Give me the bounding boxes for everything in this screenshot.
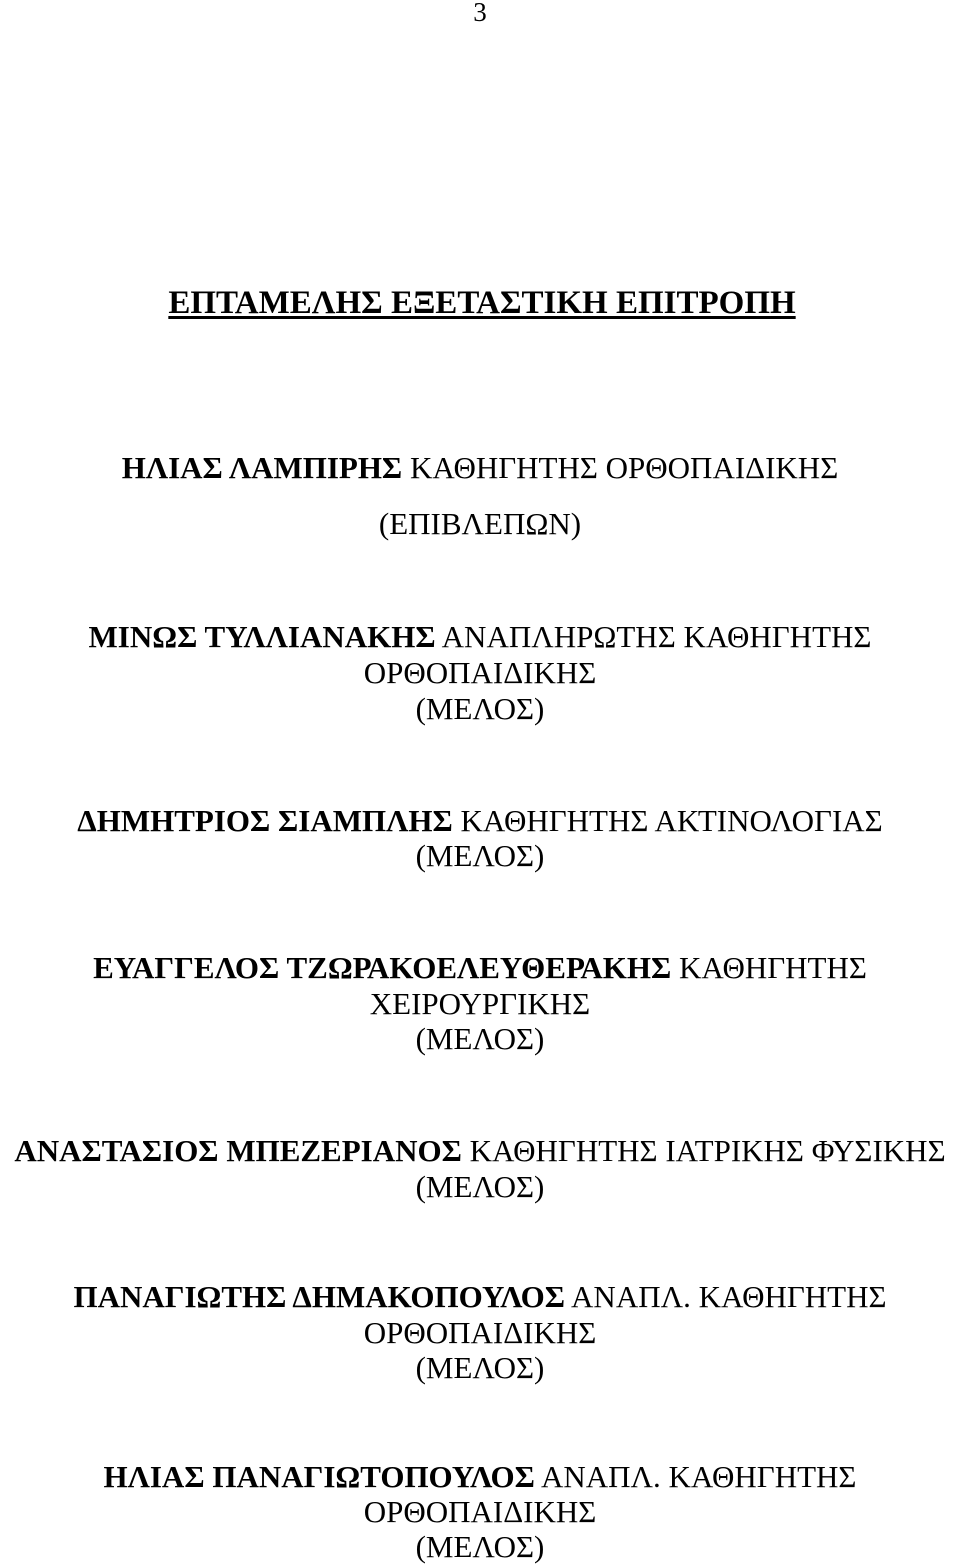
member-2-header bbox=[0, 617, 960, 657]
member-2-title: ΑΝΑΠΛΗΡΩΤΗΣ ΚΑΘΗΓΗΤΗΣ bbox=[441, 619, 872, 654]
member-6-title: ΑΝΑΠΛ. ΚΑΘΗΓΗΤΗΣ bbox=[571, 1279, 887, 1314]
member-2-role: (ΜΕΛΟΣ) bbox=[415, 691, 545, 726]
member-4-role: (ΜΕΛΟΣ) bbox=[415, 1021, 545, 1056]
member-4-title-cont: ΧΕΙΡΟΥΡΓΙΚΗΣ bbox=[369, 986, 591, 1021]
member-5-role: (ΜΕΛΟΣ) bbox=[415, 1169, 545, 1204]
member-6-header bbox=[0, 1277, 960, 1317]
member-6-title-cont: ΟΡΘΟΠΑΙΔΙΚΗΣ bbox=[363, 1315, 597, 1350]
member-7-header bbox=[0, 1457, 960, 1497]
member-7-title-cont: ΟΡΘΟΠΑΙΔΙΚΗΣ bbox=[363, 1494, 597, 1529]
member-3-role: (ΜΕΛΟΣ) bbox=[415, 838, 545, 873]
member-3-title: ΚΑΘΗΓΗΤΗΣ ΑΚΤΙΝΟΛΟΓΙΑΣ bbox=[460, 803, 883, 838]
member-4-name: ΕΥΑΓΓΕΛΟΣ ΤΖΩΡΑΚΟΕΛΕΥΘΕΡΑΚΗΣ bbox=[93, 950, 672, 985]
member-7-name: ΗΛΙΑΣ ΠΑΝΑΓΙΩΤΟΠΟΥΛΟΣ bbox=[103, 1459, 535, 1494]
member-7-title: ΑΝΑΠΛ. ΚΑΘΗΓΗΤΗΣ bbox=[540, 1459, 857, 1494]
member-4-title: ΚΑΘΗΓΗΤΗΣ bbox=[678, 950, 867, 985]
member-1-name: ΗΛΙΑΣ ΛΑΜΠΙΡΗΣ bbox=[121, 450, 403, 485]
member-2-title-cont: ΟΡΘΟΠΑΙΔΙΚΗΣ bbox=[363, 655, 597, 690]
member-3-name: ΔΗΜΗΤΡΙΟΣ ΣΙΑΜΠΛΗΣ bbox=[77, 803, 453, 838]
member-7-role: (ΜΕΛΟΣ) bbox=[415, 1529, 545, 1564]
member-5-title: ΚΑΘΗΓΗΤΗΣ ΙΑΤΡΙΚΗΣ ΦΥΣΙΚΗΣ bbox=[469, 1133, 946, 1168]
member-2-name: ΜΙΝΩΣ ΤΥΛΛΙΑΝΑΚΗΣ bbox=[88, 619, 436, 654]
member-4-header bbox=[0, 948, 960, 988]
member-6-role: (ΜΕΛΟΣ) bbox=[415, 1350, 545, 1385]
member-5-header bbox=[0, 1131, 960, 1171]
committee-title: ΕΠΤΑΜΕΛΗΣ ΕΞΕΤΑΣΤΙΚΗ ΕΠΙΤΡΟΠΗ bbox=[168, 285, 796, 321]
member-1-header bbox=[0, 448, 960, 488]
member-6-name: ΠΑΝΑΓΙΩΤΗΣ ΔΗΜΑΚΟΠΟΥΛΟΣ bbox=[73, 1279, 565, 1314]
member-1-role: (ΕΠΙΒΛΕΠΩΝ) bbox=[378, 506, 582, 541]
member-1-title: ΚΑΘΗΓΗΤΗΣ ΟΡΘΟΠΑΙΔΙΚΗΣ bbox=[409, 450, 839, 485]
page-number: 3 bbox=[473, 0, 487, 27]
member-3-header bbox=[0, 801, 960, 841]
member-5-name: ΑΝΑΣΤΑΣΙΟΣ ΜΠΕΖΕΡΙΑΝΟΣ bbox=[14, 1133, 462, 1168]
